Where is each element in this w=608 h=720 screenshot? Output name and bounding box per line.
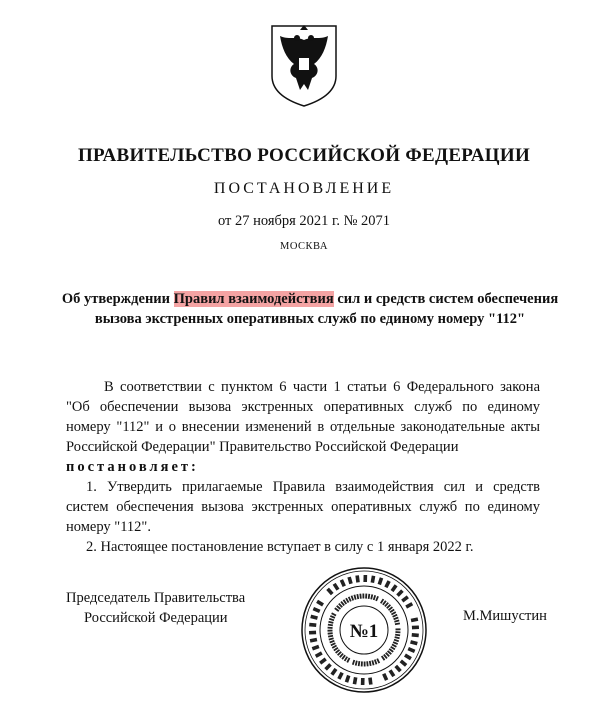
item-2: 2. Настоящее постановление вступает в силу с 1 января 2022 г. xyxy=(86,539,474,555)
stamp-letter-mark xyxy=(395,631,400,633)
position-line-2: Российской Федерации xyxy=(84,610,228,626)
stamp-center-text: №1 xyxy=(349,621,379,642)
stamp-letter-mark xyxy=(363,575,367,582)
signatory-position xyxy=(66,588,245,628)
stamp-letter-mark xyxy=(412,633,419,637)
stamp-letter-mark xyxy=(361,661,363,666)
stamp-letter-mark xyxy=(328,627,333,629)
stamp-letter-mark xyxy=(361,678,365,685)
date-number-line: от 27 ноября 2021 г. № 2071 xyxy=(217,213,391,229)
signatory-name: М.Мишустин xyxy=(463,608,547,624)
government-heading: ПРАВИТЕЛЬСТВО РОССИЙСКОЙ ФЕДЕРАЦИИ xyxy=(77,145,531,166)
title-text-rest: сил и средств систем обеспечения вызова экстренных оперативных служб по единому номеру "112" xyxy=(94,291,559,327)
title-highlight: Правил взаимодействия xyxy=(173,291,334,307)
city: МОСКВА xyxy=(280,241,328,252)
stamp-letter-mark xyxy=(365,594,367,599)
item-1: 1. Утвердить прилагаемые Правила взаимодействия сил и средств систем обеспечения вызова экстренных оперативных служб по единому номеру "112". xyxy=(66,479,540,535)
stamp-letter-mark xyxy=(395,628,400,630)
title-text: Об утверждении xyxy=(61,291,174,307)
stamp-letter-mark xyxy=(309,623,316,627)
stamp-letter-mark xyxy=(412,625,419,629)
preamble: В соответствии с пунктом 6 части 1 статьи 6 Федерального закона "Об обеспечении вызова экстренных оперативных служб по единому номеру "112" и о внесении изменений в отдельные законодательные акты Российской Федерации" Правительство Российской Федерации xyxy=(66,379,540,455)
stamp-letter-mark xyxy=(309,631,316,635)
stamp-letter-mark xyxy=(327,630,332,632)
document-body xyxy=(66,377,540,557)
stamp-letter-mark xyxy=(362,593,364,598)
official-stamp xyxy=(300,566,428,694)
coat-of-arms-emblem-icon xyxy=(266,18,342,108)
decree-word: постановляет: xyxy=(66,459,199,475)
position-line-1: Председатель Правительства xyxy=(66,590,246,606)
document-type: ПОСТАНОВЛЕНИЕ xyxy=(213,180,395,197)
stamp-letter-mark xyxy=(364,661,366,666)
document-title xyxy=(60,289,560,329)
